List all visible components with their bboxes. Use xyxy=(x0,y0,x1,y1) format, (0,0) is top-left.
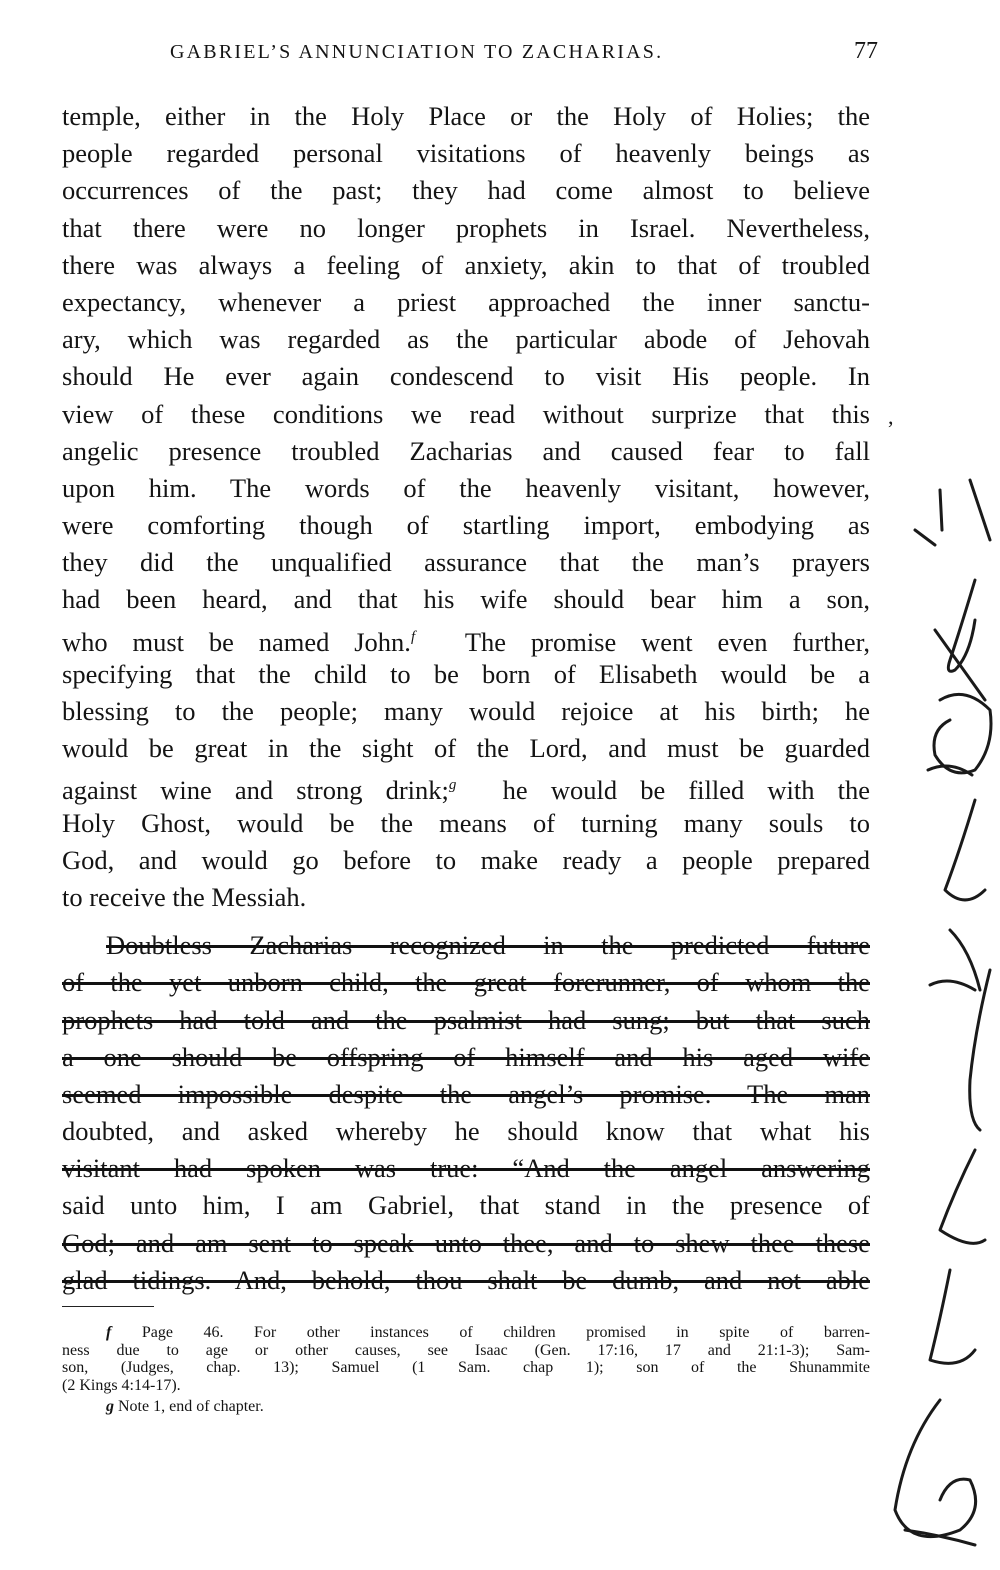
text-line: that there were no longer prophets in Israel. Nevertheless, xyxy=(62,212,870,243)
text-line: temple, either in the Holy Place or the Holy of Holies; the xyxy=(62,101,870,131)
footnote-text: Note 1, end of chapter. xyxy=(118,1398,264,1415)
text-line: people regarded personal visitations of heavenly beings as xyxy=(62,138,870,169)
text-line: upon him. The words of the heavenly visitant, however, xyxy=(62,472,870,503)
footnote-line xyxy=(62,1324,870,1342)
line-segment: against wine and strong drink; xyxy=(62,775,449,806)
text-line: angelic presence troubled Zacharias and caused fear to fall xyxy=(62,435,870,466)
line-segment: he would be filled with the xyxy=(502,775,871,806)
text-line: said unto him, I am Gabriel, that stand in the presence of xyxy=(62,1190,870,1221)
paragraph-gap xyxy=(62,916,870,927)
text-line: had been heard, and that his wife should bear him a son, xyxy=(62,584,870,615)
footnote-line-text: Page 46. For other instances of children promised in spite of barren- xyxy=(141,1324,871,1341)
text-line: would be great in the sight of the Lord, and must be guarded xyxy=(62,733,870,764)
text-line-with-footnote xyxy=(62,767,870,804)
footnote-marker-g[interactable]: g xyxy=(448,777,457,794)
handwritten-signature xyxy=(880,470,1000,1570)
text-line: they did the unqualified assurance that the man’s prayers xyxy=(62,547,870,578)
text-line: God, and would go before to make ready a people prepared xyxy=(62,844,870,875)
footnote-line: (2 Kings 4:14-17). xyxy=(62,1376,181,1394)
footnote-line: ness due to age or other causes, see Isaac (Gen. 17:16, 17 and 21:1-3); Sam- xyxy=(62,1341,870,1359)
text-line: were comforting though of startling import, embodying as xyxy=(62,510,870,541)
body-text xyxy=(62,98,870,1299)
text-line: ary, which was regarded as the particular abode of Jehovah xyxy=(62,324,870,355)
struck-text-line: of the yet unborn child, the great forerunner, of whom the xyxy=(62,967,870,998)
text-line: to receive the Messiah. xyxy=(62,881,307,912)
text-line: doubted, and asked whereby he should know that what his xyxy=(62,1116,870,1147)
footnote-f xyxy=(62,1324,870,1394)
footnote-g xyxy=(62,1398,870,1416)
line-segment: The promise went even further, xyxy=(464,626,871,657)
struck-text-line: visitant had spoken was true: “And the angel answering xyxy=(62,1153,870,1184)
text-line: blessing to the people; many would rejoice at his birth; he xyxy=(62,696,870,726)
page-header xyxy=(170,38,878,65)
page-number: 77 xyxy=(854,38,878,64)
text-line: Holy Ghost, would be the means of turning many souls to xyxy=(62,807,870,838)
footnote-rule xyxy=(62,1306,154,1307)
footnote-line: son, (Judges, chap. 13); Samuel (1 Sam. chap 1); son of the Shunammite xyxy=(62,1359,870,1376)
footnote-symbol: f xyxy=(106,1324,112,1341)
running-title: GABRIEL’S ANNUNCIATION TO ZACHARIAS. xyxy=(170,41,664,63)
text-line: there was always a feeling of anxiety, akin to that of troubled xyxy=(62,249,870,280)
struck-text-line: prophets had told and the psalmist had sung; but that such xyxy=(62,1004,870,1035)
struck-text-line: glad tidings. And, behold, thou shalt be dumb, and not able xyxy=(62,1264,870,1295)
line-segment: who must be named John. xyxy=(62,626,411,657)
footnotes xyxy=(62,1324,870,1416)
struck-text-line: God; and am sent to speak unto thee, and to shew thee these xyxy=(62,1227,870,1258)
text-line: specifying that the child to be born of Elisabeth would be a xyxy=(62,658,870,689)
struck-text-line: seemed impossible despite the angel’s promise. The man xyxy=(62,1078,870,1109)
text-line-with-footnote xyxy=(62,619,870,656)
text-line: view of these conditions we read without surprize that this xyxy=(62,398,870,429)
text-line: occurrences of the past; they had come almost to believe xyxy=(62,175,870,206)
margin-mark: , xyxy=(888,404,894,429)
struck-text-line: Doubtless Zacharias recognized in the predicted future xyxy=(106,930,870,961)
text-line: expectancy, whenever a priest approached the inner sanctu- xyxy=(62,286,870,317)
text-line: should He ever again condescend to visit His people. In xyxy=(62,361,870,392)
footnote-symbol: g xyxy=(106,1398,114,1415)
footnote-marker-f[interactable]: f xyxy=(410,628,416,645)
struck-text-line: a one should be offspring of himself and his aged wife xyxy=(62,1041,870,1072)
